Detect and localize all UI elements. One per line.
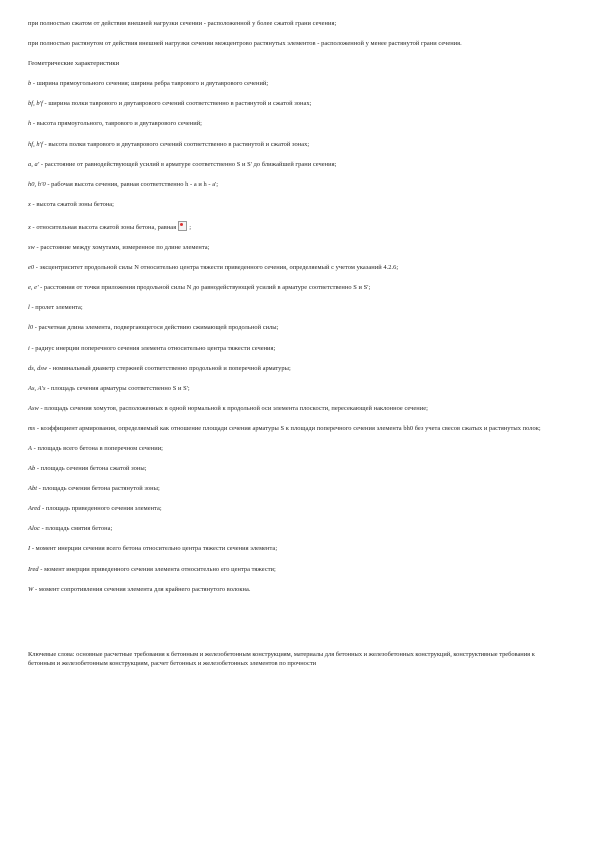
symbol: h bbox=[28, 120, 32, 128]
definition-item bbox=[28, 365, 558, 374]
definition-item bbox=[28, 181, 558, 190]
definition-text: - момент инерции приведенного сечения элемента относительно его центра тяжести; bbox=[38, 565, 276, 573]
symbol: Aloc bbox=[28, 525, 40, 533]
definition-item bbox=[28, 445, 558, 454]
definition-text: - расстояния от точки приложения продольной силы N до равнодействующей усилий в арматуре соответственно S и S'; bbox=[38, 284, 371, 292]
definition-text: - пролет элемента; bbox=[29, 304, 83, 312]
definition-item bbox=[28, 345, 558, 354]
symbol: I bbox=[28, 545, 31, 553]
definition-item bbox=[28, 201, 558, 210]
definition-item bbox=[28, 465, 558, 474]
definition-item bbox=[28, 284, 558, 293]
definition-item bbox=[28, 566, 558, 575]
paragraph: при полностью сжатом от действия внешней нагрузки сечении - расположенной у более сжатой грани сечения; bbox=[28, 20, 337, 27]
symbol: l0 bbox=[28, 324, 34, 332]
definition-text: - высота сжатой зоны бетона; bbox=[30, 200, 115, 208]
definition-text: - расчетная длина элемента, подвергающегося действию сжимающей продольной силы; bbox=[33, 324, 279, 332]
symbol: Ared bbox=[28, 505, 41, 513]
definition-item bbox=[28, 586, 558, 595]
definition-item bbox=[28, 485, 558, 494]
definition-item bbox=[28, 244, 558, 253]
definition-item bbox=[28, 264, 558, 273]
definition-text: - площадь сечения бетона растянутой зоны; bbox=[37, 485, 160, 493]
definition-text: - коэффициент армирования, определяемый как отношение площади сечения арматуры S к площади поперечного сечения элемента bh0 без учета свесов сжатых и растянутых полок; bbox=[35, 424, 541, 432]
definition-text: - площадь сечения хомутов, расположенных в одной нормальной к продольной оси элемента плоскости, пересекающей наклонное сечение; bbox=[38, 404, 428, 412]
symbol: a, a' bbox=[28, 160, 40, 168]
definition-item bbox=[28, 120, 558, 129]
section-heading: Геометрические характеристики bbox=[28, 60, 120, 68]
definition-text: - момент инерции сечения всего бетона относительно центра тяжести сечения элемента; bbox=[30, 545, 278, 553]
symbol: sw bbox=[28, 244, 35, 252]
definition-text: - высота полки таврового и двутаврового сечений соответственно в растянутой и сжатой зонах; bbox=[42, 140, 310, 148]
symbol: ms bbox=[28, 424, 36, 432]
symbol: h0, h'0 bbox=[28, 180, 46, 188]
symbol: ds, dsw bbox=[28, 364, 48, 372]
symbol: As, A's bbox=[28, 384, 46, 392]
symbol: b bbox=[28, 80, 32, 88]
definition-item bbox=[28, 141, 558, 150]
symbol: i bbox=[28, 344, 30, 352]
symbol: l bbox=[28, 304, 30, 312]
paragraph: при полностью растянутом от действия внешней нагрузки сечении межцентрово растянутых элементов - расположенной у менее растянутой грани сечения. bbox=[28, 40, 462, 48]
definition-text: - площадь сечения бетона сжатой зоны; bbox=[35, 465, 147, 473]
broken-image-icon bbox=[178, 221, 187, 231]
definition-text: - расстояние между хомутами, измеренное по длине элемента; bbox=[34, 244, 210, 252]
definition-item bbox=[28, 161, 558, 170]
definition-item: x - относительная высота сжатой зоны бетона, равная ; bbox=[28, 221, 558, 233]
definition-text: - эксцентриситет продольной силы N относительно центра тяжести приведенного сечения, определяемый с учетом указаний 4.2.6; bbox=[34, 264, 399, 272]
definition-item bbox=[28, 545, 558, 554]
definition-text: - площадь сечения арматуры соответственно S и S'; bbox=[45, 384, 190, 392]
symbol: hf, h'f bbox=[28, 140, 43, 148]
definition-item bbox=[28, 405, 558, 414]
definition-text: - площадь приведенного сечения элемента; bbox=[40, 505, 162, 513]
symbol: Ired bbox=[28, 565, 39, 573]
definition-item bbox=[28, 80, 558, 89]
definition-text: - рабочая высота сечения, равная соответственно h - a и h - a'; bbox=[45, 180, 219, 188]
definition-text: - радиус инерции поперечного сечения элемента относительно центра тяжести сечения; bbox=[29, 344, 276, 352]
definition-item bbox=[28, 324, 558, 333]
keywords-paragraph: Ключевые слова: основные расчетные требования к бетонным и железобетонным конструкциям, материалы для бетонных и железобетонных конструкций, конструктивные требования к бетонным и железобетонным конструкциям, расчет бетонных и железобетонных элементов по прочности bbox=[28, 651, 535, 667]
definition-item bbox=[28, 100, 558, 109]
symbol: e0 bbox=[28, 264, 35, 272]
definition-item bbox=[28, 525, 558, 534]
definition-item bbox=[28, 385, 558, 394]
symbol: Abt bbox=[28, 485, 38, 493]
definition-text: - относительная высота сжатой зоны бетона, равная bbox=[30, 223, 177, 231]
definition-text: - момент сопротивления сечения элемента для крайнего растянутого волокна. bbox=[33, 585, 251, 593]
symbol: bf, b'f bbox=[28, 100, 43, 108]
definition-text: - высота прямоугольного, таврового и двутаврового сечений; bbox=[31, 120, 202, 128]
document-body bbox=[28, 20, 558, 606]
definition-text: - расстояние от равнодействующей усилий в арматуре соответственно S и S' до ближайшей грани сечения; bbox=[39, 160, 337, 168]
definition-text: - площадь всего бетона в поперечном сечении; bbox=[31, 444, 164, 452]
symbol: A bbox=[28, 444, 32, 452]
definition-text: - площадь смятия бетона; bbox=[39, 525, 113, 533]
definition-item bbox=[28, 425, 558, 434]
definition-text: - ширина полки таврового и двутаврового сечений соответственно в растянутой и сжатой зонах; bbox=[42, 100, 312, 108]
symbol: x bbox=[28, 223, 31, 231]
symbol: W bbox=[28, 585, 34, 593]
definition-item bbox=[28, 505, 558, 514]
symbol: x bbox=[28, 200, 31, 208]
definition-text: - ширина прямоугольного сечения; ширина ребра таврового и двутаврового сечений; bbox=[31, 80, 269, 88]
definition-item bbox=[28, 304, 558, 313]
symbol: Asw bbox=[28, 404, 39, 412]
symbol: Ab bbox=[28, 465, 36, 473]
definition-text: - номинальный диаметр стержней соответственно продольной и поперечной арматуры; bbox=[47, 364, 291, 372]
symbol: e, e' bbox=[28, 284, 39, 292]
